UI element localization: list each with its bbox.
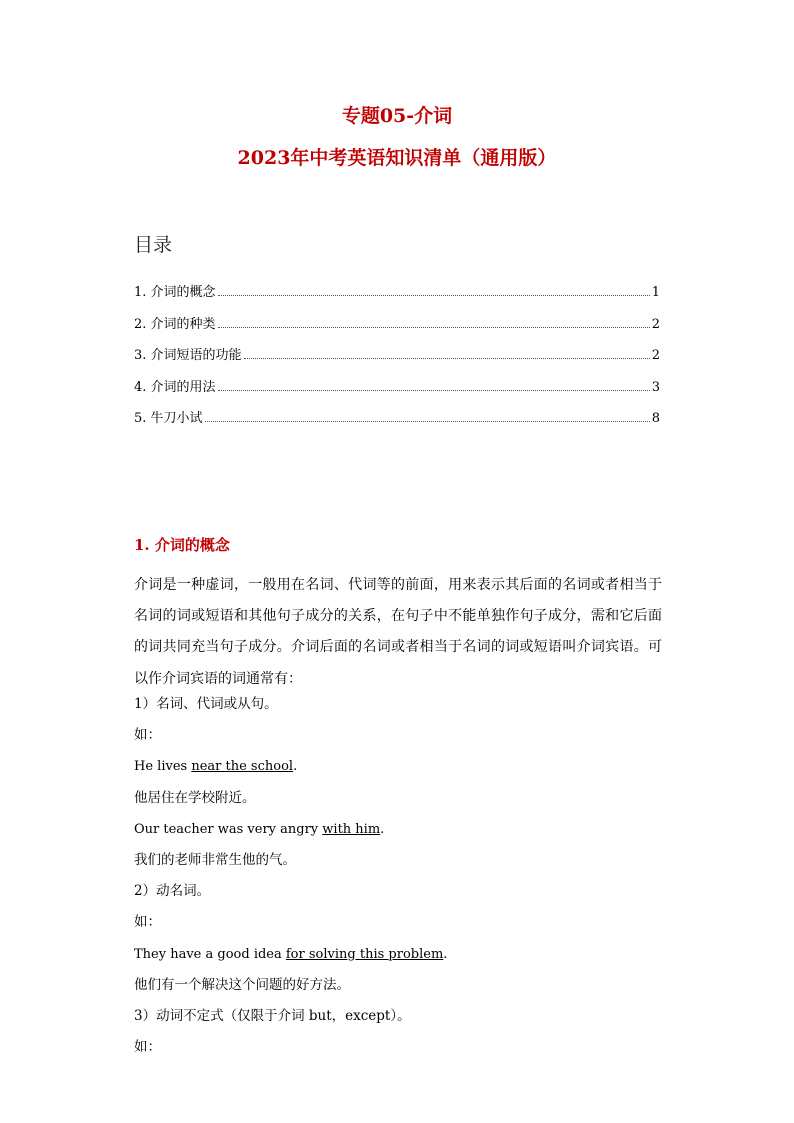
example-label: 如：	[134, 914, 161, 931]
table-of-contents	[134, 269, 660, 426]
toc-entry-label: 5. 牛刀小试	[134, 410, 203, 426]
toc-leader-dots	[205, 421, 650, 422]
example-sentence	[134, 814, 662, 845]
document-title: 专题05-介词	[341, 105, 453, 127]
example-text: They have a good idea	[134, 946, 286, 962]
underlined-phrase: for solving this problem	[285, 946, 444, 962]
example-translation: 他们有一个解决这个问题的好方法。	[134, 976, 350, 993]
toc-entry[interactable]	[134, 395, 660, 426]
toc-heading: 目录	[134, 234, 173, 256]
underlined-phrase: near the school	[191, 759, 294, 775]
toc-entry-page: 2	[651, 348, 660, 364]
underlined-phrase: with him	[322, 821, 381, 837]
toc-entry-page: 1	[651, 285, 660, 301]
example-label: 如：	[134, 727, 161, 744]
example-translation: 他居住在学校附近。	[134, 789, 256, 806]
body-paragraph: 介词是一种虚词，一般用在名词、代词等的前面，用来表示其后面的名词或者相当于名词的词或短语和其他句子成分的关系，在句子中不能单独作句子成分，需和它后面的词共同充当句子成分。介词后面的名词或者相当于名词的词或短语叫介词宾语。可以作介词宾语的词通常有：	[134, 577, 662, 687]
document-subtitle: 2023年中考英语知识清单（通用版）	[237, 147, 557, 169]
list-item: 1）名词、代词或从句。	[134, 696, 278, 712]
toc-entry-label: 3. 介词短语的功能	[134, 348, 242, 364]
toc-entry[interactable]	[134, 332, 660, 363]
example-text: Our teacher was very angry	[134, 821, 323, 837]
example-text: .	[443, 946, 448, 962]
toc-entry-page: 3	[651, 379, 660, 395]
toc-entry-label: 4. 介词的用法	[134, 379, 216, 395]
toc-entry-page: 2	[651, 316, 660, 332]
list-item: 3）动词不定式（仅限于介词 but，except）。	[134, 1007, 411, 1024]
toc-entry[interactable]	[134, 300, 660, 331]
example-text: .	[380, 821, 385, 837]
example-sentence	[134, 939, 662, 970]
example-text: .	[293, 759, 298, 775]
toc-leader-dots	[218, 295, 650, 296]
example-sentence	[134, 751, 662, 782]
example-text: He lives	[134, 759, 192, 775]
list-item: 2）动名词。	[134, 883, 211, 900]
example-list	[134, 689, 662, 1063]
example-label: 如：	[134, 1039, 161, 1056]
toc-entry[interactable]	[134, 269, 660, 300]
toc-entry[interactable]	[134, 363, 660, 394]
toc-leader-dots	[218, 390, 650, 391]
section-heading: 1. 介词的概念	[134, 536, 230, 554]
example-translation: 我们的老师非常生他的气。	[134, 851, 296, 868]
toc-leader-dots	[218, 327, 650, 328]
toc-entry-label: 2. 介词的种类	[134, 316, 216, 332]
toc-leader-dots	[244, 358, 650, 359]
toc-entry-page: 8	[651, 410, 660, 426]
toc-entry-label: 1. 介词的概念	[134, 285, 216, 301]
